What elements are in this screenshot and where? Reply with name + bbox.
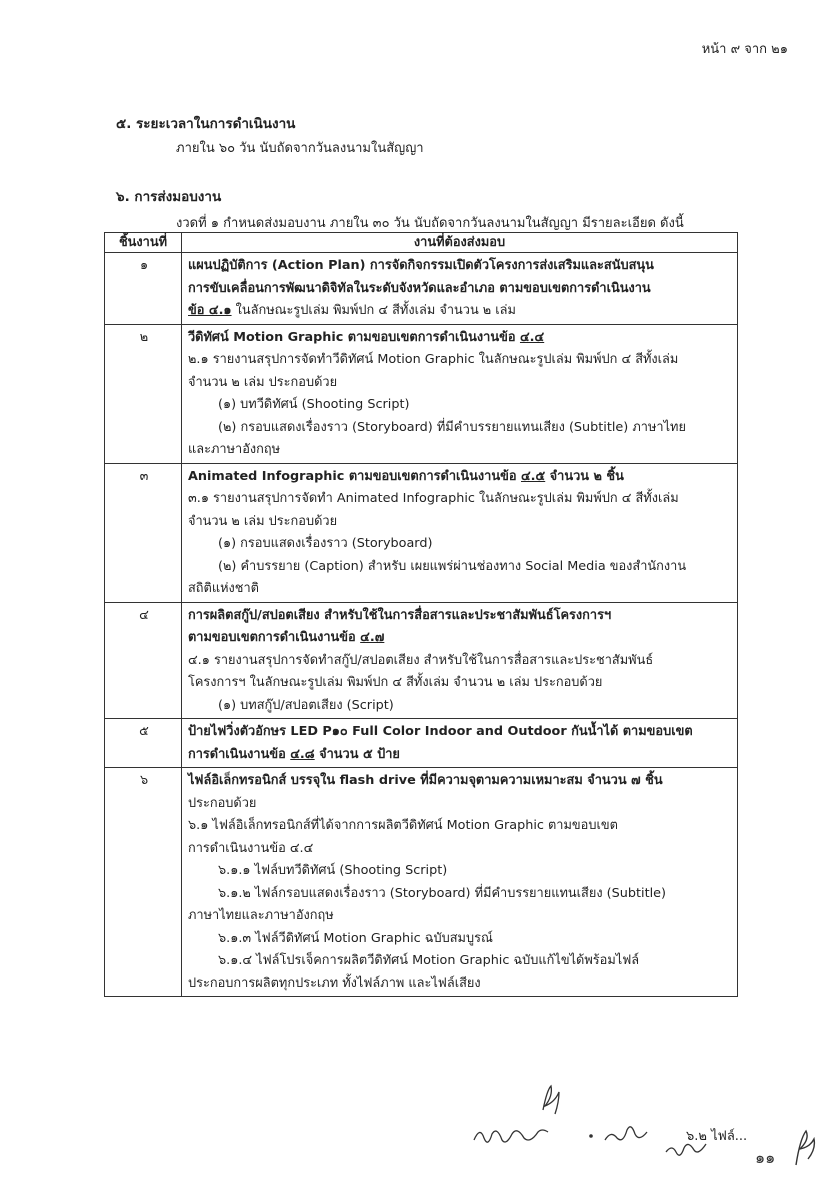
item-number: ๓	[105, 463, 182, 602]
clause-ref: ๔.๔	[519, 329, 545, 345]
deliverable-subitem: ๖.๑.๑ ไฟล์บทวีดิทัศน์ (Shooting Script)	[218, 863, 448, 878]
deliverables-table	[104, 232, 738, 997]
deliverable-line: การขับเคลื่อนการพัฒนาดิจิทัลในระดับจังหวัดและอำเภอ ตามขอบเขตการดำเนินงาน	[188, 280, 651, 296]
deliverable-line: ๖.๑ ไฟล์อิเล็กทรอนิกส์ที่ได้จากการผลิตวีดิทัศน์ Motion Graphic ตามขอบเขต	[188, 818, 618, 833]
deliverable-cell	[182, 253, 738, 325]
deliverable-line: แผนปฏิบัติการ (Action Plan) การจัดกิจกรรมเปิดตัวโครงการส่งเสริมและสนับสนุน	[188, 258, 654, 273]
deliverable-subitem: (๑) บทสกู๊ป/สปอตเสียง (Script)	[218, 697, 394, 713]
deliverable-line: ประกอบด้วย	[188, 795, 257, 811]
section-6-text: งวดที่ ๑ กำหนดส่งมอบงาน ภายใน ๓๐ วัน นับถัดจากวันลงนามในสัญญา มีรายละเอียด ดังนี้	[176, 216, 684, 231]
deliverable-subitem: (๒) กรอบแสดงเรื่องราว (Storyboard) ที่มีคำบรรยายแทนเสียง (Subtitle) ภาษาไทย	[218, 419, 686, 435]
deliverable-line: และภาษาอังกฤษ	[188, 442, 281, 457]
deliverable-subitem: (๑) บทวีดิทัศน์ (Shooting Script)	[218, 397, 410, 412]
table-row	[105, 324, 738, 463]
deliverable-subitem: ๖.๑.๓ ไฟล์วีดิทัศน์ Motion Graphic ฉบับสมบูรณ์	[218, 930, 493, 946]
signature-5	[790, 1125, 820, 1170]
deliverable-line	[188, 300, 733, 323]
deliverable-line: การผลิตสกู๊ป/สปอตเสียง สำหรับใช้ในการสื่อสารและประชาสัมพันธ์โครงการฯ	[188, 607, 612, 623]
table-row	[105, 719, 738, 768]
section-5-title: ๕. ระยะเวลาในการดำเนินงาน	[116, 116, 296, 132]
handwritten-page-number: ๑๑	[755, 1148, 776, 1167]
item-number: ๕	[105, 719, 182, 768]
clause-ref: ข้อ ๔.๑	[188, 303, 232, 318]
deliverable-line: จำนวน ๒ เล่ม ประกอบด้วย	[188, 513, 338, 529]
deliverable-line: ๔.๑ รายงานสรุปการจัดทำสกู๊ป/สปอตเสียง สำหรับใช้ในการสื่อสารและประชาสัมพันธ์	[188, 652, 654, 668]
deliverable-subitem: (๑) กรอบแสดงเรื่องราว (Storyboard)	[218, 536, 433, 551]
deliverable-cell	[182, 602, 738, 719]
table-row	[105, 602, 738, 719]
clause-ref: ๔.๗	[360, 630, 385, 645]
deliverable-title: วีดิทัศน์ Motion Graphic ตามขอบเขตการดำเนินงานข้อ	[188, 329, 520, 345]
deliverable-text: ในลักษณะรูปเล่ม พิมพ์ปก ๔ สีทั้งเล่ม จำนวน ๒ เล่ม	[231, 303, 516, 318]
deliverable-quantity: จำนวน ๕ ป้าย	[314, 746, 400, 762]
deliverable-line: ๒.๑ รายงานสรุปการจัดทำวีดิทัศน์ Motion Graphic ในลักษณะรูปเล่ม พิมพ์ปก ๔ สีทั้งเล่ม	[188, 352, 679, 367]
clause-ref: ๔.๕	[520, 468, 546, 484]
table-row	[105, 253, 738, 325]
deliverable-line: ประกอบการผลิตทุกประเภท ทั้งไฟล์ภาพ และไฟล์เสียง	[188, 975, 481, 991]
item-number: ๒	[105, 324, 182, 463]
deliverable-line	[188, 744, 733, 767]
item-number: ๖	[105, 768, 182, 997]
deliverable-title: การดำเนินงานข้อ	[188, 746, 291, 762]
deliverable-line	[188, 627, 733, 650]
signature-1	[470, 1120, 560, 1150]
deliverable-line: จำนวน ๒ เล่ม ประกอบด้วย	[188, 374, 338, 390]
deliverable-title: ตามขอบเขตการดำเนินงานข้อ	[188, 630, 361, 645]
page-number: หน้า ๙ จาก ๒๑	[701, 42, 788, 57]
deliverable-line: ๓.๑ รายงานสรุปการจัดทำ Animated Infographic ในลักษณะรูปเล่ม พิมพ์ปก ๔ สีทั้งเล่ม	[188, 491, 679, 506]
item-number: ๑	[105, 253, 182, 325]
clause-ref: ๔.๘	[290, 746, 315, 762]
signature-2	[535, 1080, 565, 1120]
deliverable-line: ป้ายไฟวิ่งตัวอักษร LED P๑๐ Full Color Indoor and Outdoor กันน้ำได้ ตามขอบเขต	[188, 724, 693, 739]
table-header-row	[105, 233, 738, 253]
deliverable-line: การดำเนินงานข้อ ๔.๔	[188, 840, 314, 856]
signature-3	[585, 1118, 665, 1148]
deliverable-line	[188, 466, 733, 489]
deliverable-line: ภาษาไทยและภาษาอังกฤษ	[188, 908, 334, 923]
table-row	[105, 463, 738, 602]
deliverable-line	[188, 327, 733, 350]
table-row	[105, 768, 738, 997]
deliverable-subitem: (๒) คำบรรยาย (Caption) สำหรับ เผยแพร่ผ่านช่องทาง Social Media ของสำนักงาน	[218, 558, 687, 574]
continuation-note: ๖.๒ ไฟล์...	[686, 1129, 748, 1144]
deliverable-cell	[182, 719, 738, 768]
item-number: ๔	[105, 602, 182, 719]
section-6-title: ๖. การส่งมอบงาน	[116, 189, 222, 205]
header-item-number: ชิ้นงานที่	[105, 233, 182, 253]
deliverable-subitem: ๖.๑.๒ ไฟล์กรอบแสดงเรื่องราว (Storyboard) ที่มีคำบรรยายแทนเสียง (Subtitle)	[218, 885, 667, 901]
deliverable-quantity: จำนวน ๒ ชิ้น	[545, 468, 624, 484]
deliverable-cell	[182, 768, 738, 997]
header-deliverable: งานที่ต้องส่งมอบ	[182, 233, 738, 253]
deliverable-cell	[182, 324, 738, 463]
deliverable-line: สถิติแห่งชาติ	[188, 581, 259, 596]
section-5-text: ภายใน ๖๐ วัน นับถัดจากวันลงนามในสัญญา	[176, 141, 424, 156]
deliverable-line: โครงการฯ ในลักษณะรูปเล่ม พิมพ์ปก ๔ สีทั้งเล่ม จำนวน ๒ เล่ม ประกอบด้วย	[188, 675, 603, 690]
deliverable-subitem: ๖.๑.๔ ไฟล์โปรเจ็คการผลิตวีดิทัศน์ Motion Graphic ฉบับแก้ไขได้พร้อมไฟล์	[218, 953, 640, 968]
deliverable-title: Animated Infographic ตามขอบเขตการดำเนินงานข้อ	[188, 468, 521, 484]
deliverable-line: ไฟล์อิเล็กทรอนิกส์ บรรจุใน flash drive ที่มีความจุตามความเหมาะสม จำนวน ๗ ชิ้น	[188, 773, 663, 788]
deliverable-cell	[182, 463, 738, 602]
